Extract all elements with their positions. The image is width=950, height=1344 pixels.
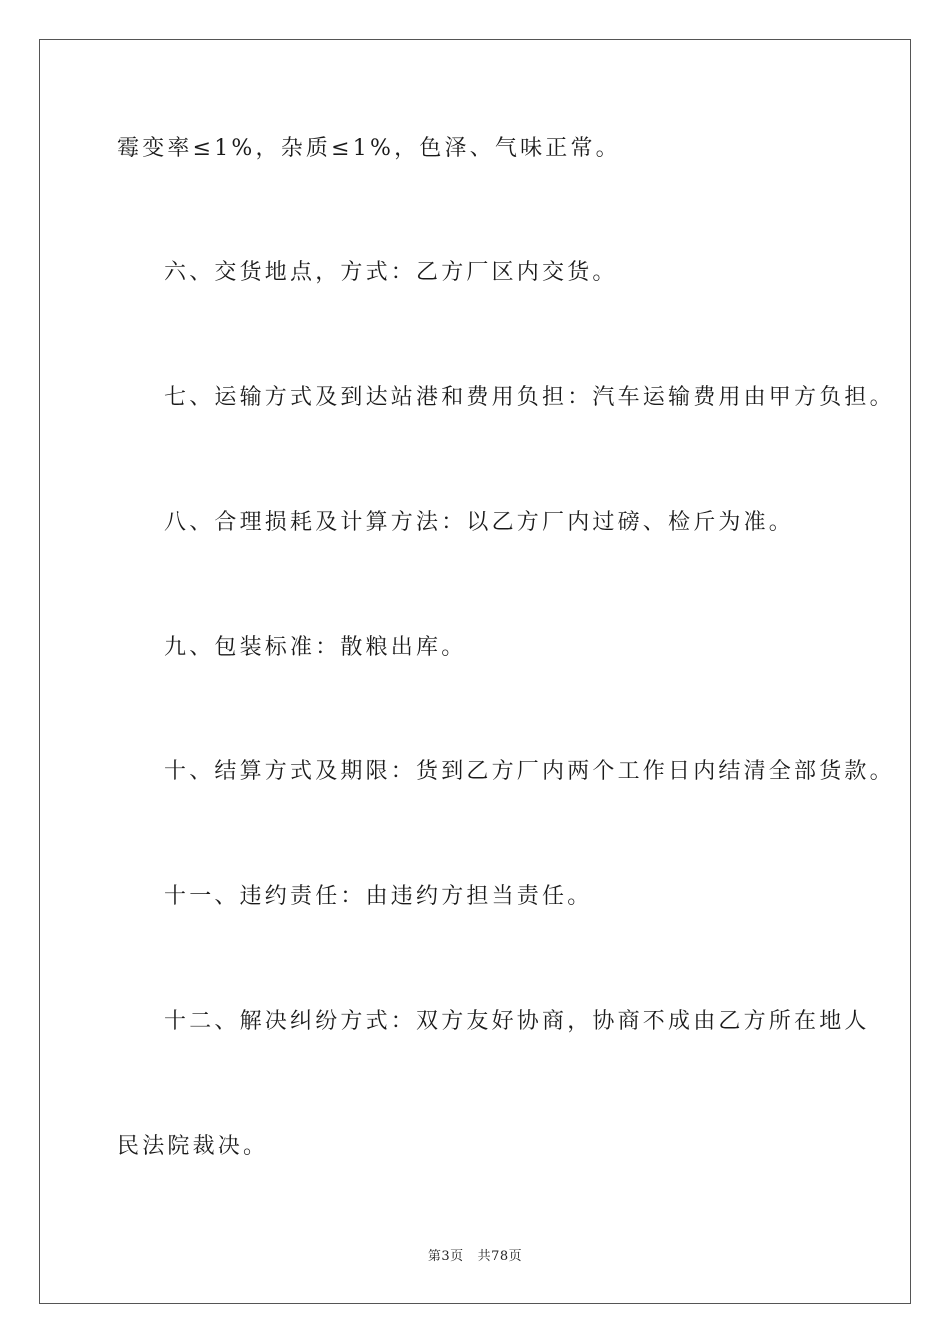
clause-7-transport: 七、运输方式及到达站港和费用负担：汽车运输费用由甲方负担。 xyxy=(164,385,895,410)
page-total: 共78页 xyxy=(477,1249,523,1264)
clause-10-settlement: 十、结算方式及期限：货到乙方厂内两个工作日内结清全部货款。 xyxy=(164,759,895,784)
page-frame xyxy=(39,39,911,1304)
page-footer xyxy=(0,1245,950,1264)
clause-12-continuation: 民法院裁决。 xyxy=(117,1134,269,1159)
clause-9-packaging: 九、包装标准：散粮出库。 xyxy=(164,635,467,660)
clause-8-loss: 八、合理损耗及计算方法：以乙方厂内过磅、检斤为准。 xyxy=(164,510,795,535)
clause-6-delivery: 六、交货地点，方式：乙方厂区内交货。 xyxy=(164,260,618,285)
clause-11-liability: 十一、违约责任：由违约方担当责任。 xyxy=(164,884,593,909)
page-number: 第3页 xyxy=(427,1249,464,1264)
paragraph-continuation: 霉变率≤1%，杂质≤1%，色泽、气味正常。 xyxy=(117,136,621,161)
clause-12-disputes: 十二、解决纠纷方式：双方友好协商，协商不成由乙方所在地人 xyxy=(164,1009,870,1034)
